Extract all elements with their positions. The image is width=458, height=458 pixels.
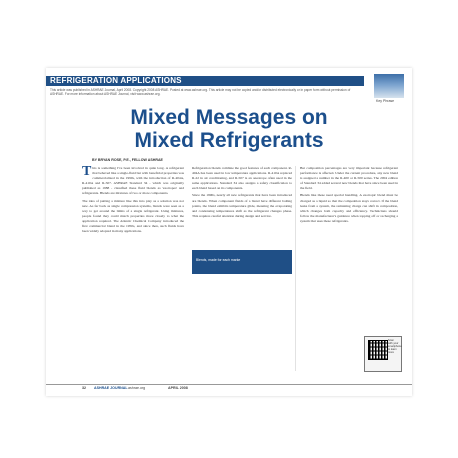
- paragraph: Since the 1990s, nearly all new refrigerants that have been introduced are blends. When component fluids of a blend have different boiling points, the blend exhibits temperature glide, meaning the evaporating and condensing temperatures shift as the refrigerant changes phase. This requires careful attention during design and service.: [192, 193, 292, 218]
- section-banner: [46, 76, 364, 86]
- article-title-line-2: Mixed Refrigerants: [134, 129, 324, 152]
- footer-rule: [46, 384, 412, 385]
- photo-caption: Key Phrase: [376, 99, 395, 103]
- article-page: [46, 68, 412, 396]
- byline: BY BRYAN ROSE, P.E., FELLOW ASHRAE: [92, 158, 163, 162]
- pull-quote-text: Blends, made for each marke: [196, 258, 241, 262]
- page-number: 32: [82, 386, 86, 390]
- drop-cap: T: [82, 166, 92, 179]
- column-divider: [295, 166, 296, 371]
- pull-quote: [192, 250, 292, 274]
- qr-caption: Scan with your smartphone to learn more: [388, 339, 402, 354]
- qr-code-icon: [368, 340, 388, 360]
- paragraph: Blends like these need special handling. A zeotropic blend must be charged as a liquid so that the composition stays correct. If the blend leaks from a system, the remaining charge can shift in composition, which changes both capacity and efficiency. Technicians should follow the manufacturer's guidance when topping off or recharging a system that uses these refrigerants.: [300, 193, 398, 223]
- paragraph: But composition percentages are very important because refrigerant performance is affected. Under the current procedure, any new blend is assigned a number in the R-400 or R-500 series. The 2004 edition of Standard 34 added several new blends that have since been used in the field.: [300, 166, 398, 191]
- magazine-name: ASHRAE JOURNAL: [94, 386, 128, 390]
- paragraph: The idea of putting a mixture like this into play as a solution was not new. As far back as single compression systems, blends were seen as a way to get around the limits of a single refrigerant. Using mixtures, people found they could match properties more closely to what the application required. The Atlantic Chemical Company introduced the first commercial blend in the 1950s, and since then, such fluids have been widely adopted in many applications.: [82, 198, 184, 234]
- paragraph: Refrigeration blends combine the good features of each component. R-404A has been used in low temperature applications. R-410A replaced R-22 in air conditioning, and R-507 is an azeotrope often used in the same applications. Standard 34 also assigns a safety classification to each blend based on its components.: [192, 166, 292, 191]
- magazine-url[interactable]: ashrae.org: [128, 386, 146, 390]
- article-title-line-1: Mixed Messages on: [130, 106, 328, 129]
- author-photo: [374, 74, 404, 98]
- copyright-notice: This article was published in ASHRAE Journal, April 2008. Copyright 2008 ASHRAE. Posted at www.ashrae.org. This article may not be copied and/or distributed electronically or in paper form without permission of ASHRAE. For more information about ASHRAE Journal, visit www.ashrae.org.: [50, 88, 351, 96]
- body-column-1: [82, 166, 184, 378]
- section-label: REFRIGERATION APPLICATIONS: [50, 76, 182, 85]
- qr-code-box[interactable]: [364, 336, 402, 372]
- issue-date: APRIL 2008: [168, 386, 188, 390]
- paragraph: This is something I've been involved in quite long. A refrigerant that behaved like a single-fluid but with beneficial properties was commercialized in the 1990s, with the introduction of R-404A, R-410A and R-507. ASHRAE Standard 34 - which was originally published as 1988 - classified these fluid blends as 'zeotropes' and refrigerants. Blends are mixtures of two or more components.: [82, 166, 184, 196]
